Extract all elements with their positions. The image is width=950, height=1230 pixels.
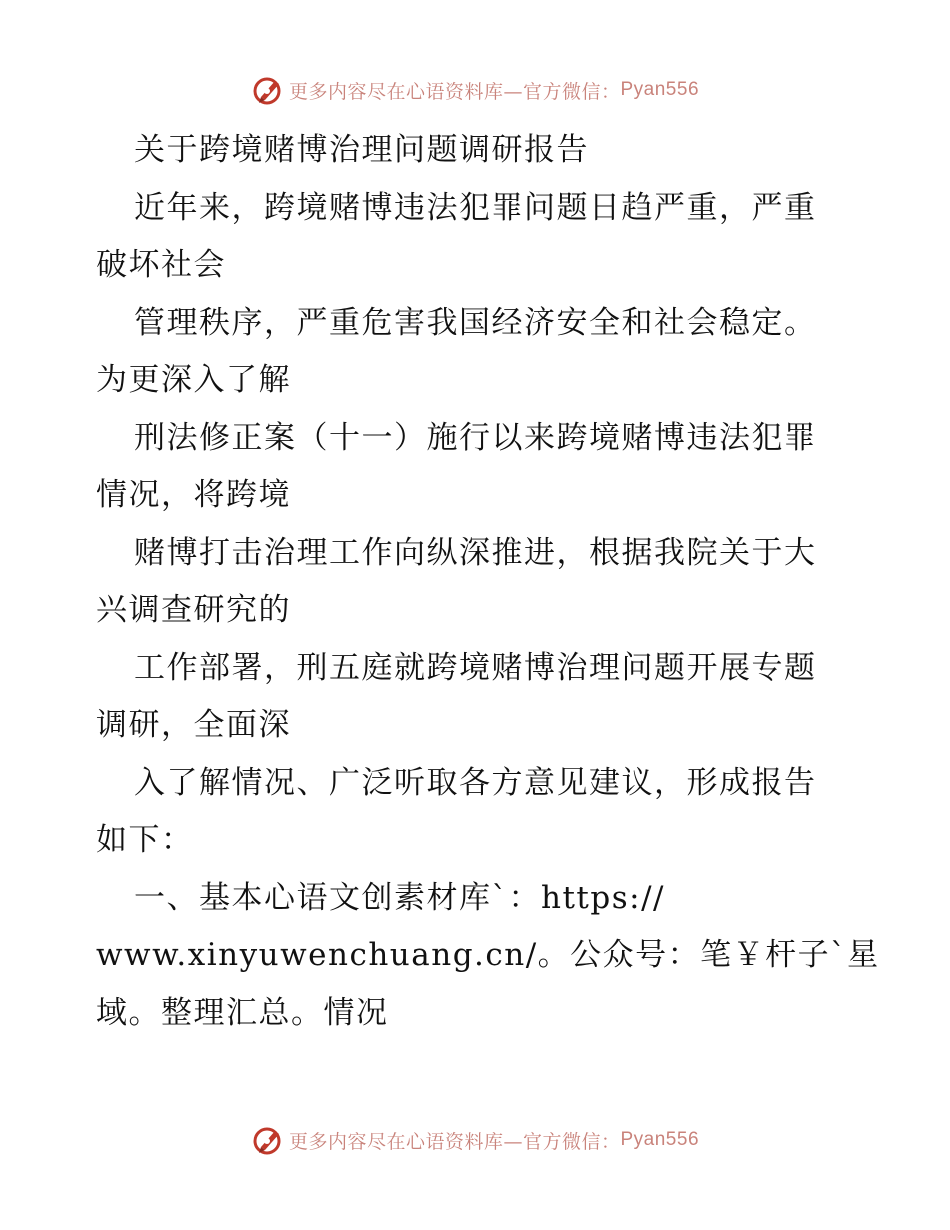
paragraph-line: 工作部署，刑五庭就跨境赌博治理问题开展专题 [134, 649, 817, 686]
pen-logo-icon [251, 73, 285, 107]
paragraph-line: 如下： [96, 822, 194, 858]
paragraph-line: 赌博打击治理工作向纵深推进，根据我院关于大 [134, 534, 817, 571]
footer-watermark-banner [0, 1120, 950, 1160]
paragraph-line: 刑法修正案（十一）施行以来跨境赌博违法犯罪 [134, 419, 817, 456]
paragraph-line: 兴调查研究的 [96, 592, 291, 628]
document-body [96, 122, 880, 1042]
paragraph-line: 情况，将跨境 [96, 477, 291, 513]
paragraph-line: 为更深入了解 [96, 362, 291, 398]
document-title: 关于跨境赌博治理问题调研报告 [134, 132, 589, 168]
header-watermark-banner [0, 70, 950, 110]
header-banner-text: 更多内容尽在心语资料库—官方微信： [288, 80, 621, 103]
header-wechat-id: Pyan556 [620, 79, 700, 100]
footer-banner-text: 更多内容尽在心语资料库—官方微信： [288, 1130, 621, 1153]
paragraph-line: www.xinyuwenchuang.cn/。公众号：笔￥杆子`星 [96, 937, 880, 973]
paragraph-line: 域。整理汇总。情况 [96, 994, 389, 1031]
section-heading-line: 一、基本心语文创素材库`：https:// [134, 879, 665, 916]
paragraph-line: 管理秩序，严重危害我国经济安全和社会稳定。 [134, 304, 817, 341]
paragraph-line: 破坏社会 [96, 247, 226, 283]
paragraph-line: 调研，全面深 [96, 707, 291, 743]
paragraph-line: 近年来，跨境赌博违法犯罪问题日趋严重，严重 [134, 189, 817, 226]
paragraph-line: 入了解情况、广泛听取各方意见建议，形成报告 [134, 764, 817, 801]
footer-wechat-id: Pyan556 [620, 1129, 700, 1150]
pen-logo-icon [251, 1123, 285, 1157]
